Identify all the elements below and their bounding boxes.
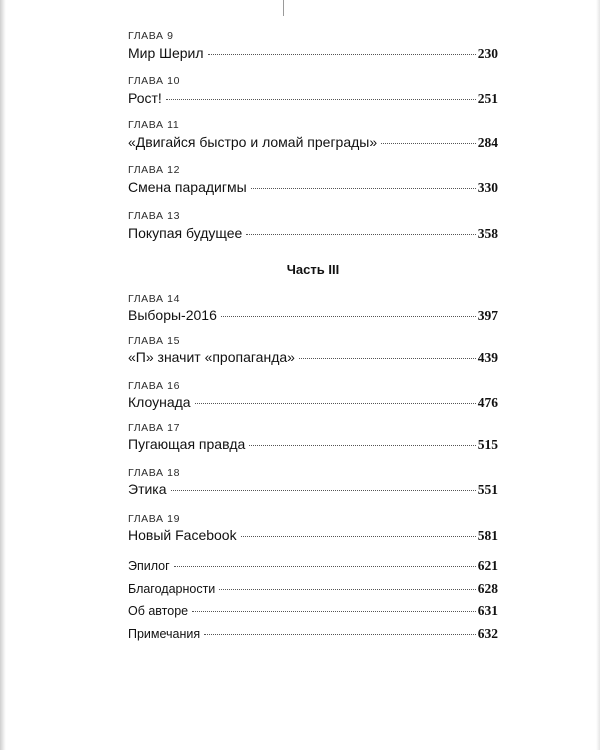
dot-leader (192, 611, 476, 612)
page-number: 551 (477, 482, 498, 497)
toc-row-epilogue (128, 558, 498, 574)
dot-leader (166, 99, 476, 100)
chapter-title: «Двигайся быстро и ломай преграды» (128, 134, 378, 150)
chapter-label: ГЛАВА 10 (128, 75, 181, 87)
dot-leader (208, 54, 476, 55)
page-number: 230 (477, 46, 498, 61)
section-title: Примечания (128, 627, 201, 641)
toc-row (128, 436, 498, 453)
section-title: Эпилог (128, 559, 170, 573)
page-number: 397 (477, 308, 498, 323)
chapter-title: Выборы-2016 (128, 307, 217, 323)
page-edge-shadow (0, 0, 6, 750)
gutter-mark (283, 0, 284, 16)
chapter-title: Этика (128, 481, 167, 497)
chapter-title: Рост! (128, 90, 162, 106)
dot-leader (204, 634, 476, 635)
chapter-label: ГЛАВА 13 (128, 210, 181, 222)
dot-leader (249, 445, 475, 446)
chapter-label: ГЛАВА 14 (128, 293, 181, 305)
part-heading: Часть III (286, 262, 340, 277)
dot-leader (251, 188, 476, 189)
chapter-title: Пугающая правда (128, 436, 246, 452)
chapter-title: Покупая будущее (128, 225, 243, 241)
toc-row (128, 394, 498, 411)
chapter-title: Клоунада (128, 394, 191, 410)
page-edge-right (596, 0, 600, 750)
chapter-label: ГЛАВА 9 (128, 30, 174, 42)
chapter-title: Новый Facebook (128, 527, 237, 543)
toc-row-notes (128, 626, 498, 642)
page-number: 251 (477, 91, 498, 106)
dot-leader (171, 490, 476, 491)
toc-row (128, 349, 498, 366)
chapter-label: ГЛАВА 15 (128, 335, 181, 347)
dot-leader (219, 589, 475, 590)
toc-row (128, 307, 498, 324)
toc-row-acknowledgements (128, 581, 498, 597)
dot-leader (381, 143, 476, 144)
toc-row (128, 90, 498, 107)
dot-leader (195, 403, 476, 404)
chapter-label: ГЛАВА 16 (128, 380, 181, 392)
toc-row (128, 225, 498, 242)
page-number: 515 (477, 437, 498, 452)
chapter-label: ГЛАВА 12 (128, 164, 181, 176)
dot-leader (221, 316, 476, 317)
page-number: 632 (477, 626, 498, 641)
page-number: 621 (477, 558, 498, 573)
page-number: 476 (477, 395, 498, 410)
section-title: Благодарности (128, 582, 216, 596)
chapter-label: ГЛАВА 11 (128, 119, 180, 131)
page-number: 628 (477, 581, 498, 596)
chapter-title: Смена парадигмы (128, 179, 247, 195)
chapter-label: ГЛАВА 18 (128, 467, 181, 479)
dot-leader (246, 234, 475, 235)
toc-row (128, 481, 498, 498)
page-number: 358 (477, 226, 498, 241)
section-title: Об авторе (128, 604, 189, 618)
toc-row (128, 179, 498, 196)
page-number: 284 (477, 135, 498, 150)
dot-leader (174, 566, 476, 567)
chapter-label: ГЛАВА 17 (128, 422, 181, 434)
toc-row (128, 134, 498, 151)
chapter-title: «П» значит «пропаганда» (128, 349, 295, 365)
page-number: 330 (477, 180, 498, 195)
page-number: 631 (477, 603, 498, 618)
page-number: 581 (477, 528, 498, 543)
dot-leader (299, 358, 476, 359)
toc-row-about-author (128, 603, 498, 619)
toc-row (128, 45, 498, 62)
dot-leader (241, 536, 476, 537)
chapter-label: ГЛАВА 19 (128, 513, 181, 525)
chapter-title: Мир Шерил (128, 45, 204, 61)
page-number: 439 (477, 350, 498, 365)
toc-row (128, 527, 498, 544)
